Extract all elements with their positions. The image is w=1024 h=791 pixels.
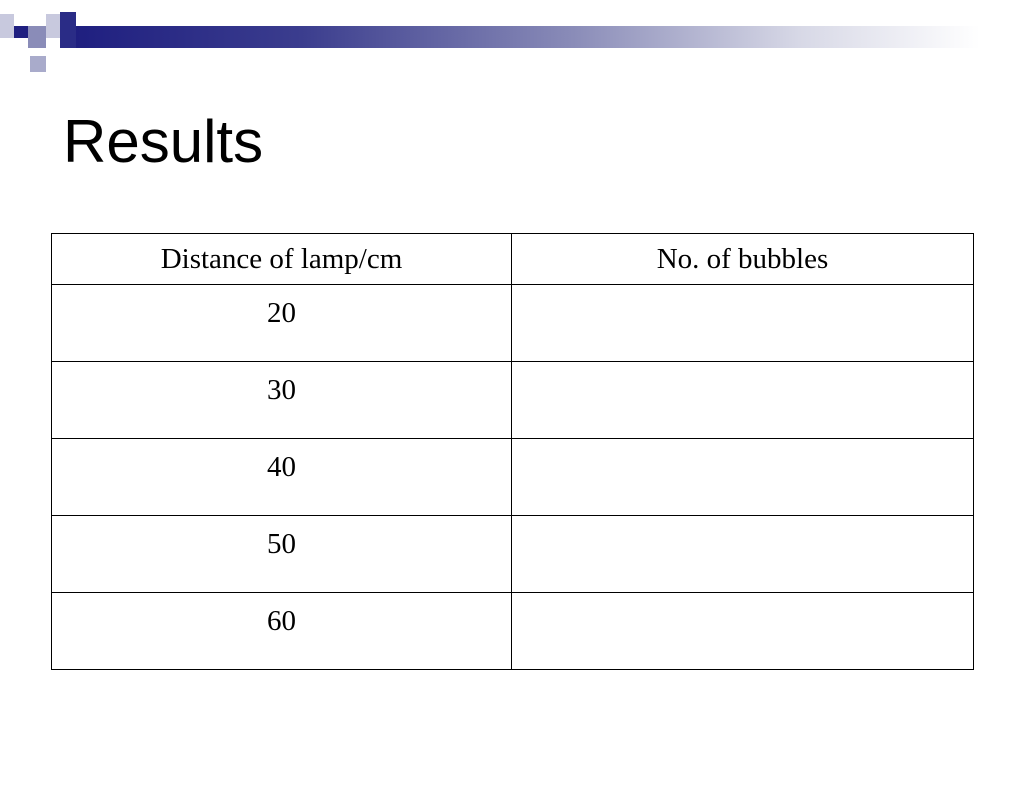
table-row bbox=[52, 439, 974, 516]
decorative-square-light-bottom bbox=[30, 56, 46, 72]
cell-bubbles bbox=[512, 593, 974, 670]
decorative-square-dark-right bbox=[60, 12, 76, 48]
gradient-title-band bbox=[76, 26, 980, 48]
header-distance: Distance of lamp/cm bbox=[52, 234, 512, 285]
decorative-square-dark bbox=[14, 26, 28, 38]
cell-distance: 60 bbox=[52, 593, 512, 670]
slide-title: Results bbox=[63, 108, 264, 175]
table-header-row bbox=[52, 234, 974, 285]
table-row bbox=[52, 362, 974, 439]
cell-bubbles bbox=[512, 285, 974, 362]
cell-bubbles bbox=[512, 362, 974, 439]
table-row bbox=[52, 593, 974, 670]
cell-distance: 50 bbox=[52, 516, 512, 593]
decorative-square-mid bbox=[28, 26, 46, 48]
cell-bubbles bbox=[512, 516, 974, 593]
cell-distance: 30 bbox=[52, 362, 512, 439]
table-row bbox=[52, 516, 974, 593]
table-row bbox=[52, 285, 974, 362]
header-bubbles: No. of bubbles bbox=[512, 234, 974, 285]
header-decoration bbox=[0, 0, 1024, 80]
decorative-square-light-right bbox=[46, 14, 60, 38]
cell-distance: 20 bbox=[52, 285, 512, 362]
results-table bbox=[51, 233, 974, 670]
decorative-square-light-top bbox=[0, 14, 14, 38]
cell-distance: 40 bbox=[52, 439, 512, 516]
cell-bubbles bbox=[512, 439, 974, 516]
